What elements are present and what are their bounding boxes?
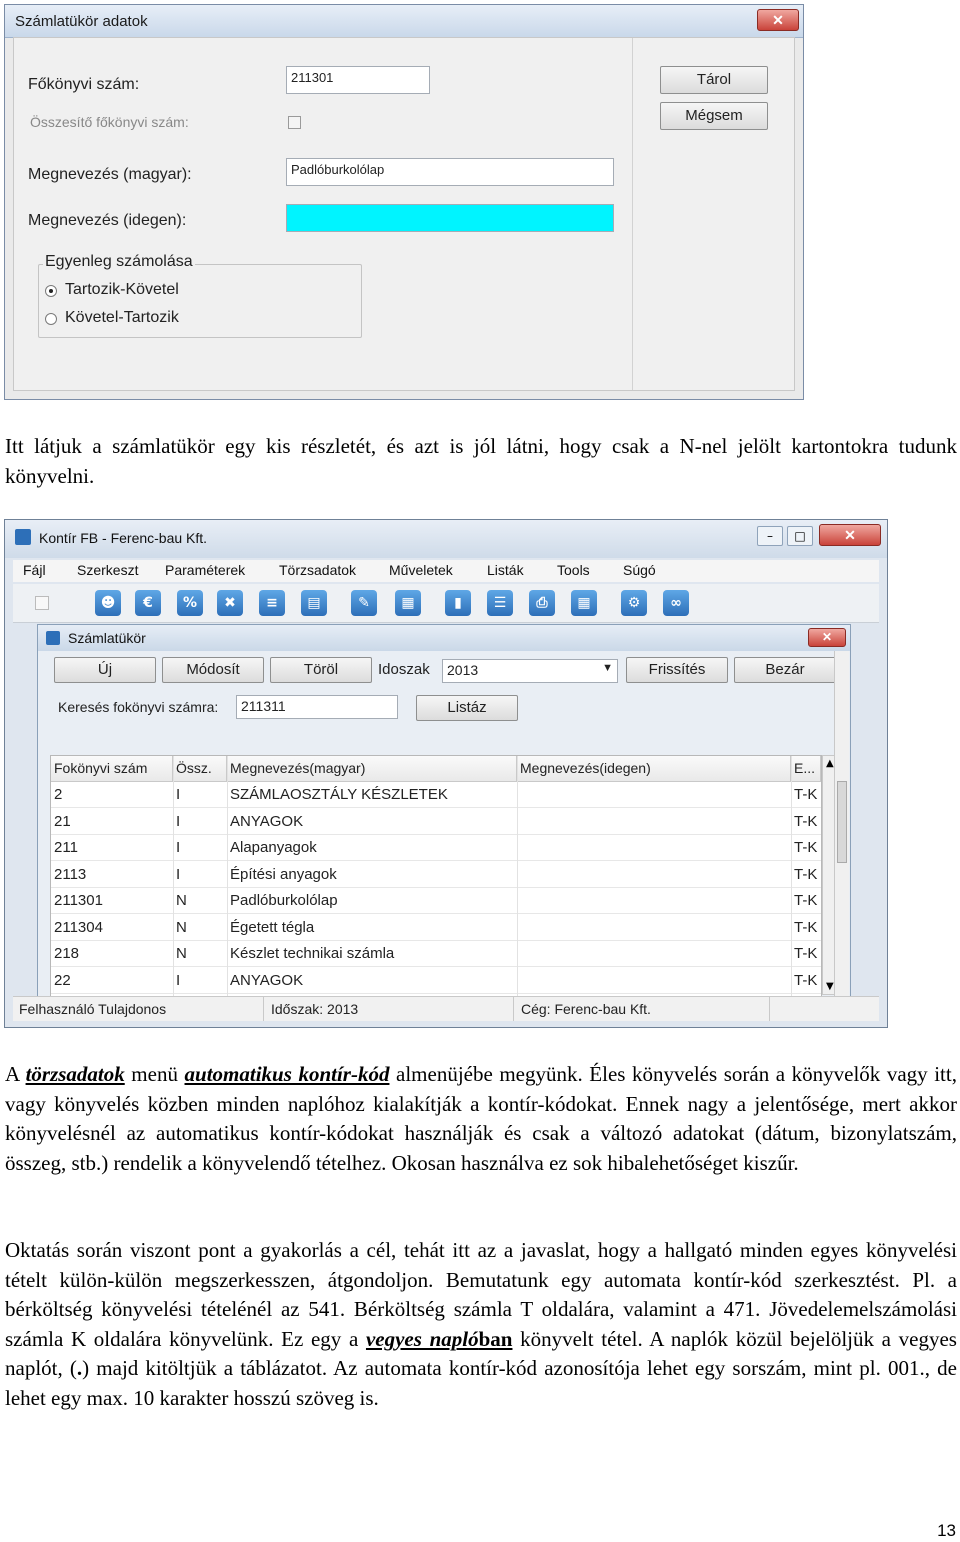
cancel-button[interactable]: Mégsem	[660, 102, 768, 130]
paragraph-1: Itt látjuk a számlatükör egy kis részletét, és azt is jól látni, hogy csak a N-nel jelölt kartontokra tudunk könyvelni.	[5, 434, 957, 488]
chart-icon[interactable]: ▮	[445, 590, 471, 616]
euro-icon[interactable]: €	[135, 590, 161, 616]
megnevezes-magyar-label: Megnevezés (magyar):	[28, 166, 192, 183]
cell-ossz: I	[176, 786, 181, 803]
cell-ossz: I	[176, 812, 181, 830]
cell-e: T-K	[794, 945, 818, 962]
window-scrollbar[interactable]	[834, 651, 849, 997]
status-divider	[769, 997, 770, 1021]
cell-megnev-magyar: Készlet technikai számla	[230, 945, 395, 962]
user-icon[interactable]: ☻	[95, 590, 121, 616]
cell-fokonyvi: 22	[54, 971, 71, 989]
cell-megnev-magyar: SZÁMLAOSZTÁLY KÉSZLETEK	[230, 786, 448, 803]
page-number: 13	[937, 1521, 956, 1540]
table-row[interactable]	[51, 941, 821, 967]
dialog-title: Számlatükör adatok	[15, 13, 148, 30]
radio-tartozik-kovetel[interactable]	[45, 285, 57, 297]
maximize-icon[interactable]: □	[787, 526, 813, 546]
menubar	[13, 560, 879, 582]
col-divider	[791, 756, 792, 996]
account-details-dialog	[4, 4, 804, 400]
text: almenüjébe megyünk. Éles könyvelés során a könyvelők vagy itt, vagy könyvelés közben minden naplóhoz kialakítják a kontír-kódokat. Ennek nagy a jelentősége, mert akkor könyvelésnél az automatikus kontír-kódokat használják és csak a változó adatokat (dátum, bizonylatszám, összeg, stb.) rendelik a könyvelendő tételhez. Okosan használva ez sok hibalehetőséget kiszűr.	[5, 1062, 957, 1175]
tools-icon[interactable]: ✖	[217, 590, 243, 616]
dialog-body	[13, 37, 795, 391]
delete-button[interactable]: Töröl	[270, 657, 372, 683]
scroll-up-icon[interactable]: ▲	[826, 758, 834, 769]
osszesito-label: Összesítő főkönyvi szám:	[30, 114, 189, 130]
scroll-thumb[interactable]	[837, 781, 847, 863]
kontir-app-window	[4, 519, 888, 1028]
accounts-table	[50, 755, 822, 997]
menu-fajl[interactable]: Fájl	[23, 562, 46, 578]
edit-button[interactable]: Módosít	[162, 657, 264, 683]
table-row[interactable]	[51, 888, 821, 914]
cell-megnev-magyar: ANYAGOK	[230, 812, 304, 830]
period-value: 2013	[447, 662, 479, 678]
percent-icon[interactable]: %	[177, 590, 203, 616]
cell-fokonyvi: 211304	[54, 918, 103, 936]
search-label: Keresés fokönyvi számra:	[58, 699, 219, 715]
app-close-icon[interactable]: ✕	[819, 524, 881, 546]
paragraph-3	[5, 1236, 957, 1413]
table-icon[interactable]: ▦	[571, 590, 597, 616]
status-divider	[263, 997, 264, 1021]
toolbar-blank-icon[interactable]	[35, 596, 49, 610]
chevron-down-icon[interactable]: ▼	[602, 662, 613, 674]
col-header-e[interactable]: E...	[791, 756, 821, 782]
search-input[interactable]: 211311	[236, 695, 398, 719]
period-select[interactable]	[442, 659, 618, 683]
list-icon[interactable]: ☰	[487, 590, 513, 616]
link-automatikus-kontir-kod[interactable]: automatikus kontír-kód	[184, 1062, 390, 1086]
cell-ossz: I	[176, 971, 181, 989]
text: A	[5, 1062, 26, 1086]
szamlatukor-window	[37, 624, 851, 998]
fokonyvi-label: Főkönyvi szám:	[28, 76, 140, 93]
statusbar	[13, 996, 879, 1021]
table-row[interactable]	[51, 835, 821, 861]
egyenleg-group	[38, 253, 362, 338]
cell-megnev-magyar: Alapanyagok	[230, 839, 317, 856]
text-ban: ban	[478, 1326, 513, 1351]
calculator-icon[interactable]: ▦	[395, 590, 421, 616]
paragraph-2	[5, 1060, 957, 1178]
text: Oktatás során viszont pont a gyakorlás a cél, tehát itt az a javaslat, hogy a hallgató minden egyes könyvelési tételt külön-külön megszerkesszen, átgondoljon. Bemutatunk egy automata kontír-kód szerkesztést. Pl. a bérköltség könyvelési tételénél az 541. Bérköltség számla T oldalára, valamint a 471. Jövedelemelszámolási számla K oldalára könyvelünk. Ez egy a	[5, 1238, 957, 1351]
close-button[interactable]: Bezár	[734, 657, 836, 683]
table-row[interactable]	[51, 915, 821, 941]
text: menü	[124, 1062, 185, 1086]
cell-e: T-K	[794, 971, 818, 989]
cell-fokonyvi: 2	[54, 786, 63, 803]
link-torzsadatok[interactable]: törzsadatok	[25, 1062, 125, 1086]
text: ) majd kitöltjük a táblázatot. Az automata kontír-kód azonosítója lehet egy sorszám, mint pl. 001., de lehet egy max. 10 karakter hosszú szöveg is.	[5, 1356, 957, 1410]
megnevezes-idegen-input[interactable]	[286, 204, 614, 232]
col-divider	[173, 756, 174, 996]
menu-muveletek[interactable]: Műveletek	[389, 562, 453, 578]
menu-torzsadatok[interactable]: Törzsadatok	[279, 562, 357, 578]
edit-icon[interactable]: ✎	[351, 590, 377, 616]
close-icon[interactable]: ✕	[757, 9, 799, 31]
szamlatukor-title: Számlatükör	[68, 630, 146, 646]
cell-megnev-magyar: Építési anyagok	[230, 865, 337, 883]
cell-e: T-K	[794, 918, 818, 936]
szamlatukor-titlebar	[38, 625, 850, 651]
clipboard-icon[interactable]: ▤	[301, 590, 327, 616]
app-title: Kontír FB - Ferenc-bau Kft.	[39, 530, 208, 546]
table-row[interactable]	[51, 968, 821, 994]
egyenleg-title: Egyenleg számolása	[45, 253, 193, 270]
cell-fokonyvi: 21	[54, 812, 71, 830]
megnevezes-idegen-label: Megnevezés (idegen):	[28, 212, 187, 229]
cell-fokonyvi: 211	[54, 839, 78, 856]
app-logo-icon	[15, 529, 31, 545]
menu-szerkeszt[interactable]: Szerkeszt	[77, 562, 139, 578]
refresh-button[interactable]: Frissítés	[626, 657, 728, 683]
cell-fokonyvi: 211301	[54, 892, 103, 909]
cell-ossz: N	[176, 945, 187, 962]
cell-megnev-magyar: Padlóburkolólap	[230, 892, 338, 909]
bold-dot: .	[76, 1356, 83, 1380]
dialog-divider	[632, 38, 633, 390]
cell-e: T-K	[794, 892, 818, 909]
print-icon[interactable]: ⎙	[529, 590, 555, 616]
app-titlebar	[5, 520, 887, 558]
cell-ossz: I	[176, 839, 181, 856]
radio-kovetel-tartozik[interactable]	[45, 313, 57, 325]
radio-tartozik-kovetel-label: Tartozik-Követel	[65, 281, 179, 298]
text: könyvelt tétel. A naplók közül bejelöljük a vegyes naplót, (	[5, 1326, 957, 1380]
szamlatukor-logo-icon	[46, 631, 60, 645]
status-period: Időszak: 2013	[271, 1001, 359, 1017]
col-divider	[227, 756, 228, 996]
scroll-down-icon[interactable]: ▼	[826, 981, 834, 992]
new-button[interactable]: Új	[54, 657, 156, 683]
cell-ossz: N	[176, 918, 187, 936]
cell-e: T-K	[794, 786, 818, 803]
link-icon[interactable]: ∞	[663, 590, 689, 616]
table-row[interactable]	[51, 809, 821, 835]
toolbar	[13, 584, 879, 623]
osszesito-checkbox[interactable]	[288, 116, 301, 129]
link-vegyes-naplo[interactable]: vegyes napló	[365, 1326, 479, 1351]
fokonyvi-input[interactable]: 211301	[286, 66, 430, 94]
list-button[interactable]: Listáz	[416, 695, 518, 721]
col-divider	[517, 756, 518, 996]
minimize-icon[interactable]: –	[757, 526, 783, 546]
cell-ossz: I	[176, 865, 181, 883]
menu-tools[interactable]: Tools	[557, 562, 590, 578]
cell-ossz: N	[176, 892, 187, 909]
settings-icon[interactable]: ⚙	[621, 590, 647, 616]
menu-listak[interactable]: Listák	[487, 562, 524, 578]
menu-parameterek[interactable]: Paraméterek	[165, 562, 246, 578]
cell-megnev-magyar: Égetett tégla	[230, 918, 315, 936]
cell-e: T-K	[794, 839, 818, 856]
col-header-megnev-magyar[interactable]: Megnevezés(magyar)	[227, 756, 517, 782]
menu-sugo[interactable]: Súgó	[623, 562, 656, 578]
table-row[interactable]	[51, 782, 821, 808]
megnevezes-magyar-input[interactable]: Padlóburkolólap	[286, 158, 614, 186]
save-button[interactable]: Tárol	[660, 66, 768, 94]
document-icon[interactable]: ≡	[259, 590, 285, 616]
cell-megnev-magyar: ANYAGOK	[230, 971, 304, 989]
cell-fokonyvi: 2113	[54, 865, 87, 883]
cell-e: T-K	[794, 865, 818, 883]
dialog-titlebar	[5, 5, 803, 38]
szamlatukor-close-icon[interactable]: ✕	[808, 628, 846, 647]
col-header-megnev-idegen[interactable]: Megnevezés(idegen)	[517, 756, 791, 782]
cell-fokonyvi: 218	[54, 945, 80, 962]
col-header-fokonyvi[interactable]: Fokönyvi szám	[51, 756, 173, 782]
status-company: Cég: Ferenc-bau Kft.	[521, 1001, 651, 1017]
status-divider	[513, 997, 514, 1021]
radio-kovetel-tartozik-label: Követel-Tartozik	[65, 309, 179, 326]
status-user: Felhasználó Tulajdonos	[19, 1001, 167, 1017]
table-row[interactable]	[51, 862, 821, 888]
col-header-ossz[interactable]: Össz.	[173, 756, 227, 782]
period-label: Idoszak	[378, 661, 430, 678]
cell-e: T-K	[794, 812, 818, 830]
